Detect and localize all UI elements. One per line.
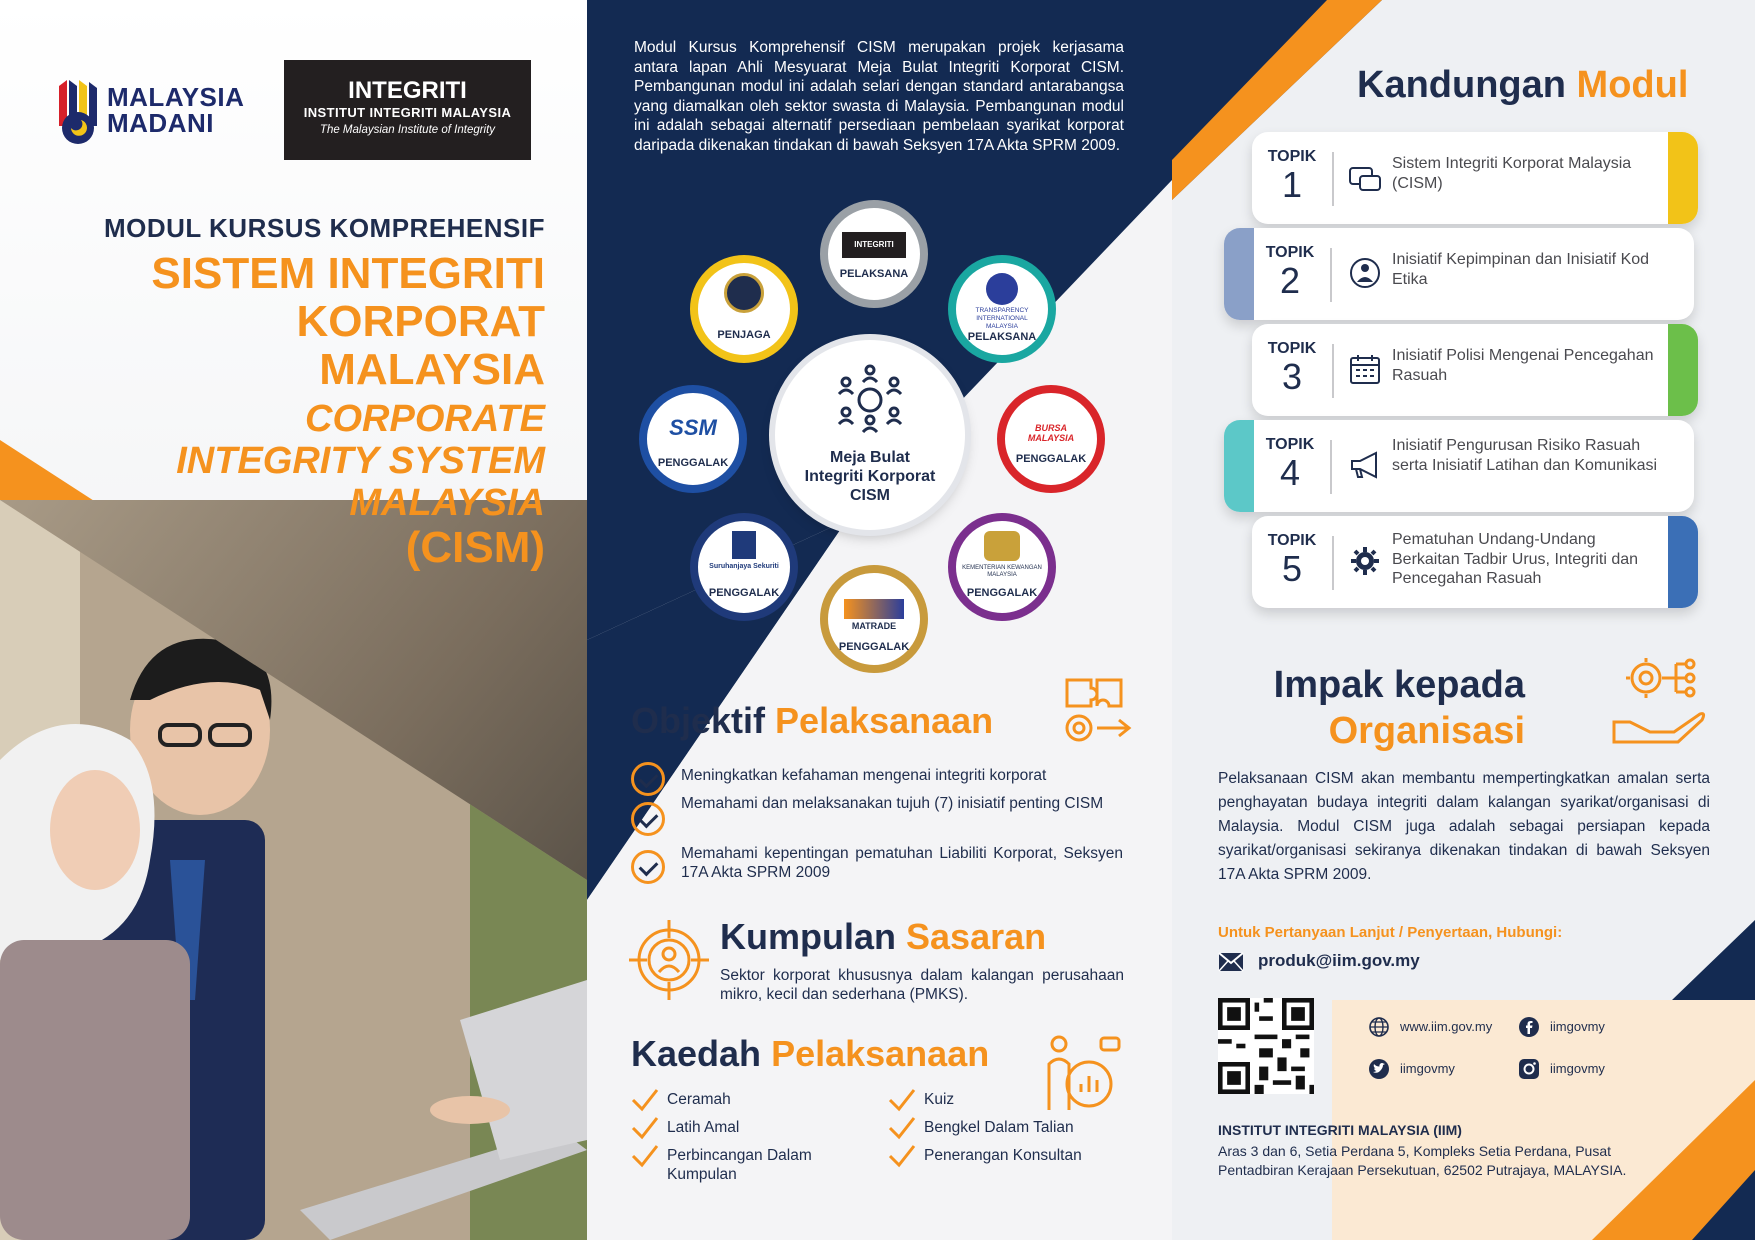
subtitle-line-3: MALAYSIA bbox=[349, 482, 545, 524]
kandungan-heading bbox=[1357, 64, 1688, 107]
kaedah-text: Bengkel Dalam Talian bbox=[924, 1119, 1074, 1136]
mof-name: KEMENTERIAN KEWANGAN MALAYSIA bbox=[962, 565, 1042, 578]
intro-paragraph: Modul Kursus Komprehensif CISM merupakan projek kerjasama antara lapan Ahli Mesyuarat Meja Bulat Integriti Korporat CISM. Pembangunan modul ini adalah selari dengan standard antarabangsa yang diamalkan oleh sektor swasta di Malaysia. Pembangunan modul ini adalah sebagai alternatif persediaan pembelaan syarikat korporat daripada dikenakan tindakan di bawah Seksyen 17A Akta SPRM 2009. bbox=[634, 39, 1124, 154]
objektif-heading-1: Objektif bbox=[631, 700, 766, 741]
topik-label: TOPIK bbox=[1267, 340, 1317, 357]
topik-card-4 bbox=[1224, 420, 1694, 512]
topik-text: Sistem Integriti Korporat Malaysia (CISM) bbox=[1392, 155, 1632, 192]
main-title bbox=[25, 250, 545, 394]
topik-separator bbox=[1332, 152, 1334, 206]
megaphone-icon bbox=[1348, 448, 1382, 482]
kaedah-item bbox=[884, 1146, 1114, 1165]
kumpulan-heading bbox=[720, 916, 1046, 958]
kaedah-text: Latih Amal bbox=[667, 1119, 740, 1136]
center-line-2: Integriti Korporat bbox=[804, 468, 936, 485]
member-circle-tim bbox=[948, 255, 1056, 363]
kumpulan-heading-1: Kumpulan bbox=[720, 916, 896, 957]
kaedah-column-1 bbox=[627, 1090, 857, 1193]
gear-icon bbox=[1348, 544, 1382, 578]
kaedah-text: Kuiz bbox=[924, 1091, 955, 1108]
kumpulan-heading-2: Sasaran bbox=[906, 916, 1047, 957]
impak-heading-2: Organisasi bbox=[1328, 710, 1525, 752]
tick-icon bbox=[631, 1116, 659, 1140]
calendar-icon bbox=[1348, 352, 1382, 386]
kaedah-item bbox=[627, 1118, 857, 1137]
kaedah-text: Penerangan Konsultan bbox=[924, 1147, 1082, 1164]
email-link[interactable]: produk@iim.gov.my bbox=[1258, 951, 1420, 970]
topik-label: TOPIK bbox=[1265, 244, 1315, 261]
objektif-item bbox=[631, 794, 1131, 842]
subtitle-line-1: CORPORATE bbox=[305, 398, 545, 440]
topik-label: TOPIK bbox=[1267, 532, 1317, 549]
topik-text: Inisiatif Pengurusan Risiko Rasuah serta Inisiatif Latihan dan Komunikasi bbox=[1392, 437, 1658, 474]
objektif-heading-2: Pelaksanaan bbox=[775, 700, 994, 741]
objektif-list bbox=[631, 760, 1131, 894]
madani-emblem-icon bbox=[55, 76, 101, 146]
impak-heading bbox=[1274, 662, 1525, 754]
meja-bulat-center bbox=[775, 340, 965, 530]
mof-crest-icon bbox=[984, 531, 1020, 561]
kaedah-heading-1: Kaedah bbox=[631, 1033, 762, 1074]
topik-number: 5 bbox=[1281, 548, 1303, 589]
mail-icon bbox=[1218, 952, 1244, 972]
twitter-link[interactable]: iimgovmy bbox=[1400, 1061, 1455, 1076]
check-circle-icon bbox=[631, 762, 665, 796]
topik-cap bbox=[1668, 324, 1698, 416]
modul-heading: MODUL KURSUS KOMPREHENSIF bbox=[103, 213, 545, 243]
people-round-table-icon bbox=[834, 362, 906, 434]
member-circle-matrade bbox=[820, 565, 928, 673]
bursa-name: BURSA MALAYSIA bbox=[1027, 423, 1075, 443]
iim-logo-title: INTEGRITI bbox=[348, 77, 467, 104]
kaedah-text: Perbincangan Dalam Kumpulan bbox=[667, 1147, 812, 1183]
center-line-1: Meja Bulat bbox=[829, 449, 910, 466]
member-role-sc: PENGGALAK bbox=[708, 587, 780, 599]
objektif-text: Memahami kepentingan pematuhan Liabiliti Korporat, Seksyen 17A Akta SPRM 2009 bbox=[681, 845, 1123, 881]
topik-cap bbox=[1668, 516, 1698, 608]
facebook-link[interactable]: iimgovmy bbox=[1550, 1019, 1605, 1034]
institute-name: INSTITUT INTEGRITI MALAYSIA (IIM) bbox=[1218, 1122, 1462, 1138]
member-role-mof: PENGGALAK bbox=[966, 587, 1038, 599]
tick-icon bbox=[888, 1144, 916, 1168]
impak-heading-1: Impak kepada bbox=[1273, 664, 1525, 706]
topik-card-2 bbox=[1224, 228, 1694, 320]
cism-icon bbox=[1348, 160, 1382, 194]
topik-card-1 bbox=[1252, 132, 1698, 224]
member-circle-ssm bbox=[639, 385, 747, 493]
qr-code-icon[interactable] bbox=[1218, 998, 1314, 1094]
objektif-item bbox=[631, 760, 1131, 792]
member-role-iim: PELAKSANA bbox=[839, 268, 909, 280]
matrade-name: MATRADE bbox=[851, 621, 897, 631]
gear-hand-icon bbox=[1610, 652, 1710, 748]
middle-panel bbox=[587, 0, 1172, 1240]
member-role-tim: PELAKSANA bbox=[967, 331, 1037, 343]
kaedah-item bbox=[884, 1090, 1114, 1109]
center-line-3: CISM bbox=[850, 487, 890, 504]
puzzle-gear-icon bbox=[1057, 672, 1141, 752]
topik-cap bbox=[1224, 228, 1254, 320]
iim-logo bbox=[284, 60, 531, 160]
kaedah-item bbox=[627, 1146, 857, 1184]
sprm-badge-icon bbox=[724, 273, 764, 313]
madani-line-2: MADANI bbox=[107, 108, 214, 138]
topik-number: 2 bbox=[1279, 260, 1301, 301]
globe-icon bbox=[1368, 1016, 1390, 1038]
sc-logo-icon bbox=[732, 531, 756, 559]
topik-separator bbox=[1332, 536, 1334, 590]
tick-icon bbox=[631, 1088, 659, 1112]
right-panel bbox=[1172, 0, 1755, 1240]
website-link[interactable]: www.iim.gov.my bbox=[1400, 1019, 1493, 1034]
office-photo bbox=[0, 0, 587, 1240]
cism-abbr: (CISM) bbox=[405, 523, 545, 572]
leader-icon bbox=[1348, 256, 1382, 290]
objektif-item bbox=[631, 844, 1131, 892]
member-circle-sprm bbox=[690, 255, 798, 363]
tick-icon bbox=[888, 1116, 916, 1140]
check-circle-icon bbox=[631, 802, 665, 836]
ssm-name: SSM bbox=[669, 415, 717, 440]
matrade-logo-icon bbox=[844, 599, 904, 619]
kaedah-item bbox=[627, 1090, 857, 1109]
topik-text: Pematuhan Undang-Undang Berkaitan Tadbir Urus, Integriti dan Pencegahan Rasuah bbox=[1392, 531, 1639, 587]
title-line-2: KORPORAT bbox=[296, 297, 545, 346]
english-title bbox=[25, 398, 545, 524]
member-role-bursa: PENGGALAK bbox=[1015, 453, 1087, 465]
kaedah-heading-2: Pelaksanaan bbox=[771, 1033, 990, 1074]
objektif-text: Meningkatkan kefahaman mengenai integriti korporat bbox=[681, 767, 1047, 784]
twitter-icon bbox=[1368, 1058, 1390, 1080]
left-panel bbox=[0, 0, 587, 1240]
impak-text: Pelaksanaan CISM akan membantu mempertingkatkan amalan serta penghayatan budaya integriti dalam kalangan syarikat/organisasi di Malaysia. Modul CISM juga adalah sebagai persiapan kepada syarikat/organisasi sekiranya dikenakan tindakan di bawah Seksyen 17A Akta SPRM 2009. bbox=[1218, 770, 1710, 883]
contact-heading: Untuk Pertanyaan Lanjut / Penyertaan, Hubungi: bbox=[1218, 924, 1563, 941]
topik-number: 4 bbox=[1279, 452, 1301, 493]
objektif-text: Memahami dan melaksanakan tujuh (7) inisiatif penting CISM bbox=[681, 795, 1104, 812]
meja-bulat-diagram bbox=[587, 195, 1172, 685]
member-circle-mof bbox=[948, 513, 1056, 621]
check-circle-icon bbox=[631, 850, 665, 884]
topik-label: TOPIK bbox=[1267, 148, 1317, 165]
malaysia-madani-logo bbox=[55, 72, 255, 152]
kaedah-column-2 bbox=[884, 1090, 1114, 1174]
member-role-sprm: PENJAGA bbox=[717, 329, 771, 341]
madani-line-1: MALAYSIA bbox=[107, 82, 245, 112]
topik-separator bbox=[1332, 344, 1334, 398]
facebook-icon bbox=[1518, 1016, 1540, 1038]
member-circle-bursa bbox=[997, 385, 1105, 493]
kandungan-heading-1: Kandungan bbox=[1357, 64, 1566, 106]
kaedah-item bbox=[884, 1118, 1114, 1137]
topik-cap bbox=[1224, 420, 1254, 512]
instagram-icon bbox=[1518, 1058, 1540, 1080]
topik-card-3 bbox=[1252, 324, 1698, 416]
iim-logo-subtitle: INSTITUT INTEGRITI MALAYSIA bbox=[303, 105, 512, 120]
topik-separator bbox=[1330, 248, 1332, 302]
member-role-ssm: PENGGALAK bbox=[657, 457, 729, 469]
tick-icon bbox=[631, 1144, 659, 1168]
tim-logo-icon bbox=[986, 273, 1018, 305]
kumpulan-text: Sektor korporat khususnya dalam kalangan perusahaan mikro, kecil dan sederhana (PMKS). bbox=[720, 967, 1124, 1003]
sc-name: Suruhanjaya Sekuriti bbox=[709, 563, 779, 570]
topik-text: Inisiatif Kepimpinan dan Inisiatif Kod Etika bbox=[1392, 251, 1650, 288]
topik-cap bbox=[1668, 132, 1698, 224]
topik-card-5 bbox=[1252, 516, 1698, 608]
title-line-3: MALAYSIA bbox=[319, 345, 545, 394]
topik-number: 3 bbox=[1281, 356, 1303, 397]
iim-mini-logo: INTEGRITI bbox=[842, 232, 906, 258]
topik-text: Inisiatif Polisi Mengenai Pencegahan Rasuah bbox=[1392, 347, 1654, 384]
madani-logo-text bbox=[107, 84, 244, 136]
topik-number: 1 bbox=[1281, 164, 1303, 205]
instagram-link[interactable]: iimgovmy bbox=[1550, 1061, 1605, 1076]
topik-separator bbox=[1330, 440, 1332, 494]
iim-logo-tagline: The Malaysian Institute of Integrity bbox=[319, 124, 496, 136]
tim-name: TRANSPARENCY INTERNATIONAL MALAYSIA bbox=[975, 307, 1029, 330]
member-circle-sc bbox=[690, 513, 798, 621]
kaedah-heading bbox=[631, 1033, 989, 1075]
member-circle-iim bbox=[820, 200, 928, 308]
subtitle-line-2: INTEGRITY SYSTEM bbox=[176, 440, 545, 482]
kaedah-text: Ceramah bbox=[667, 1091, 731, 1108]
tick-icon bbox=[888, 1088, 916, 1112]
title-line-1: SISTEM INTEGRITI bbox=[151, 249, 545, 298]
topik-label: TOPIK bbox=[1265, 436, 1315, 453]
objektif-heading bbox=[631, 700, 993, 742]
target-person-icon bbox=[627, 918, 711, 1002]
kandungan-heading-2: Modul bbox=[1576, 64, 1689, 106]
member-role-matrade: PENGGALAK bbox=[838, 641, 910, 653]
institute-address: Aras 3 dan 6, Setia Perdana 5, Kompleks Setia Perdana, Pusat Pentadbiran Kerajaan Persekutuan, 62502 Putrajaya, MALAYSIA. bbox=[1218, 1143, 1627, 1178]
